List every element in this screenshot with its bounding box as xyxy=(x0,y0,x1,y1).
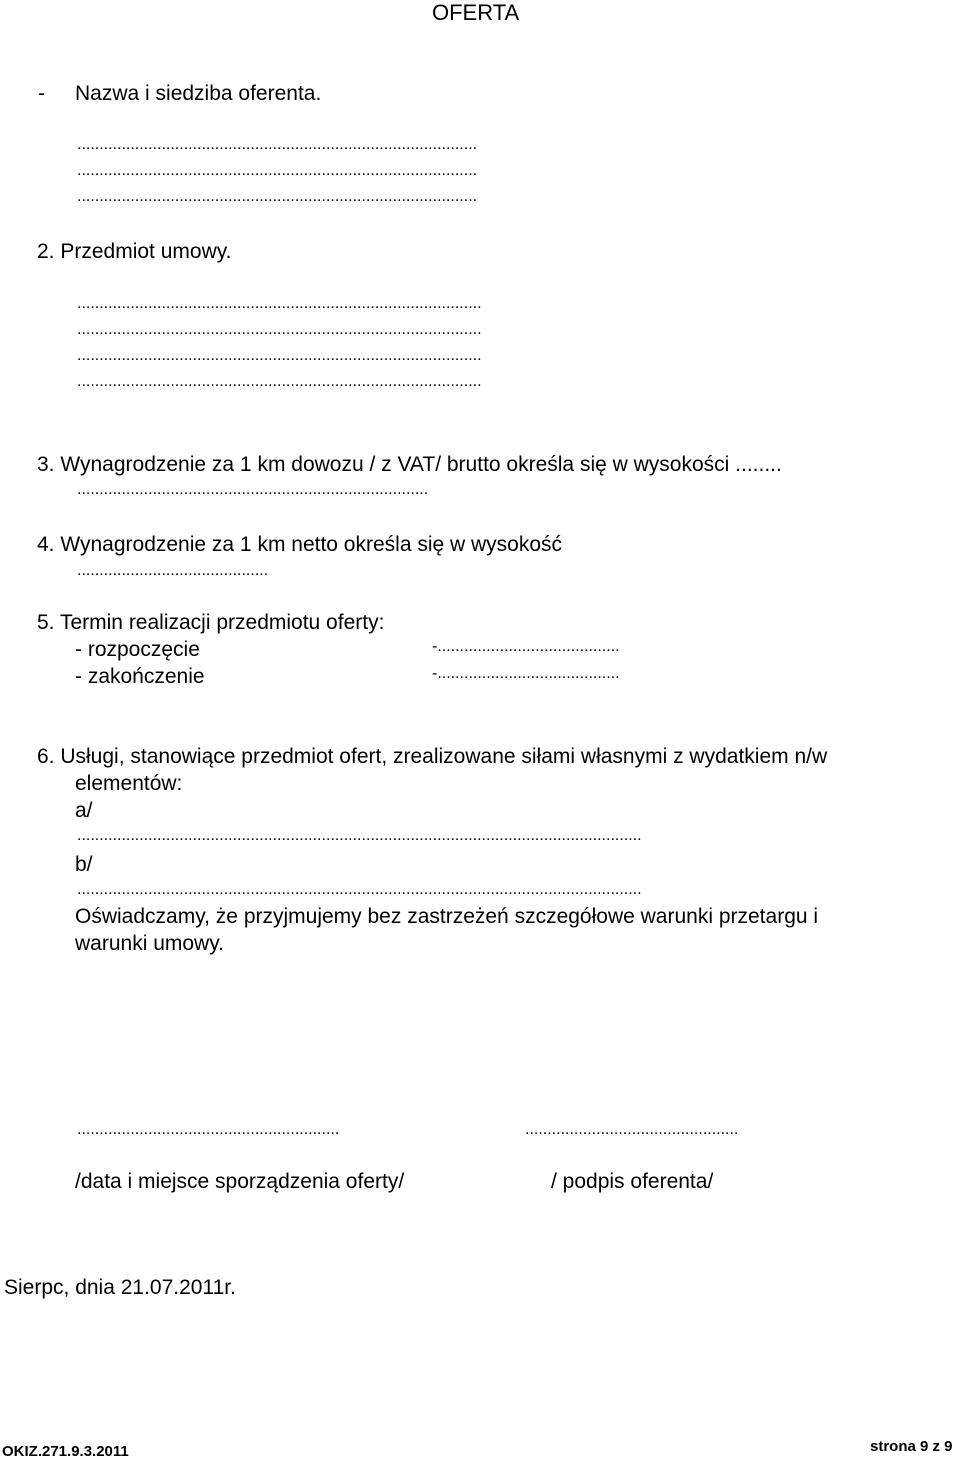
dotted-line: ............................................................................................................................... xyxy=(77,881,642,898)
dotted-line: ........................................................................................... xyxy=(77,373,482,390)
item5-label: 5. Termin realizacji przedmiotu oferty: xyxy=(37,611,385,634)
dotted-line: ........................................................................................... xyxy=(77,295,482,312)
start-dotted-line: -......................................... xyxy=(432,638,620,655)
end-dotted-line: -......................................... xyxy=(432,665,620,682)
dotted-line: .......................................................................................... xyxy=(77,136,478,153)
dotted-line: ............................................................................................................................... xyxy=(77,827,642,844)
item6-label-continued: elementów: xyxy=(75,772,183,795)
date-place-caption: /data i miejsce sporządzenia oferty/ xyxy=(75,1170,405,1193)
dotted-line: ........................................................................................... xyxy=(77,347,482,364)
item2-label: 2. Przedmiot umowy. xyxy=(37,240,232,263)
dotted-line: .......................................................................................... xyxy=(77,162,478,179)
oferent-signature-line: ................................................ xyxy=(525,1121,739,1138)
item6-a-label: a/ xyxy=(75,799,93,822)
item3-label: 3. Wynagrodzenie za 1 km dowozu / z VAT/ brutto określa się w wysokości ........ xyxy=(37,453,782,476)
item4-label: 4. Wynagrodzenie za 1 km netto określa się w wysokość xyxy=(37,533,563,556)
start-label: - rozpoczęcie xyxy=(75,638,200,661)
end-label: - zakończenie xyxy=(75,665,205,688)
oferent-signature-caption: / podpis oferenta/ xyxy=(551,1170,714,1193)
item1-marker: - xyxy=(38,82,45,105)
dotted-line: ........................................... xyxy=(77,562,269,579)
page-number: strona 9 z 9 xyxy=(870,1438,953,1455)
document-title: OFERTA xyxy=(432,0,520,25)
document-reference: OKIZ.271.9.3.2011 xyxy=(2,1443,129,1460)
dotted-line: ............................................................................... xyxy=(77,481,429,498)
declaration-text-continued: warunki umowy. xyxy=(75,932,224,955)
dotted-line: .......................................................................................... xyxy=(77,188,478,205)
item1-label: Nazwa i siedziba oferenta. xyxy=(75,82,322,105)
item6-label: 6. Usługi, stanowiące przedmiot ofert, zrealizowane siłami własnymi z wydatkiem n/w xyxy=(37,745,828,768)
dotted-line: ........................................................................................... xyxy=(77,321,482,338)
place-date: Sierpc, dnia 21.07.2011r. xyxy=(4,1276,236,1299)
date-signature-line: ........................................................... xyxy=(77,1121,340,1138)
declaration-text: Oświadczamy, że przyjmujemy bez zastrzeżeń szczegółowe warunki przetargu i xyxy=(75,905,819,928)
item6-b-label: b/ xyxy=(75,853,93,876)
